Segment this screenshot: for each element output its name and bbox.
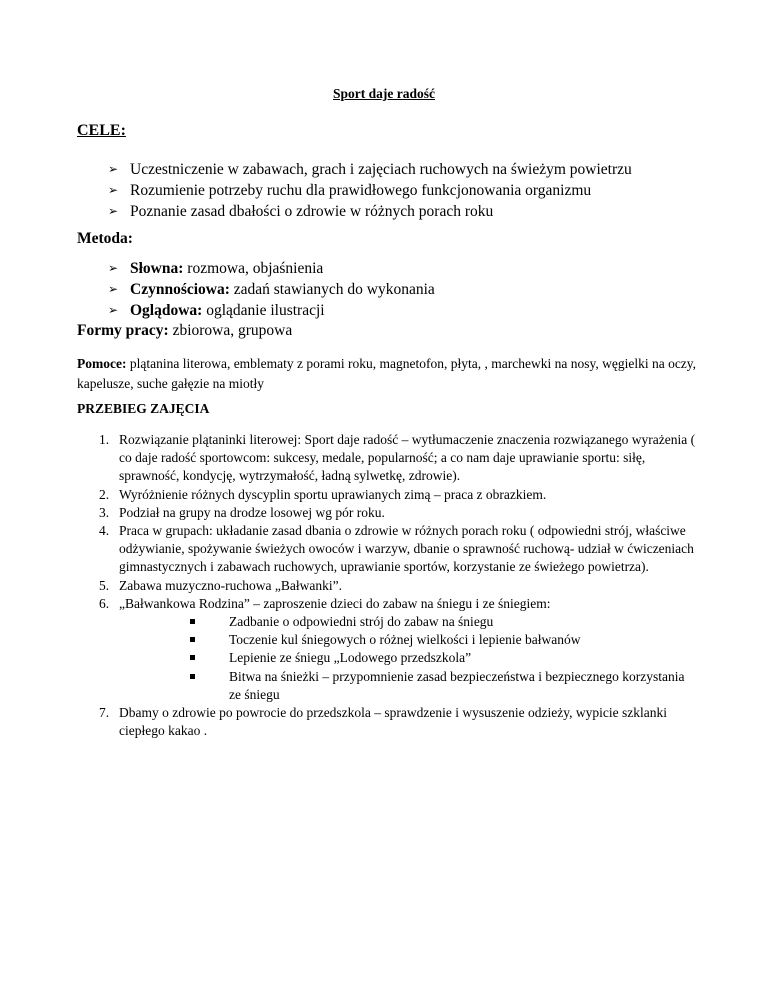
arrow-bullet-icon: ➢ — [108, 183, 119, 197]
list-item: ➢ Uczestniczenie w zabawach, grach i zajęciach ruchowych na świeżym powietrzu — [108, 161, 632, 178]
step-item: 6. „Bałwankowa Rodzina” – zaproszenie dzieci do zabaw na śniegu i ze śniegiem: Zadbanie o odpowiedni strój do zabaw na śniegu Toczenie kul śniegowych o różnej wielkości i lepienie bałwanów Lepienie ze śniegu „Lodowego przedszkola” Bitwa na śnieżki – przypomnienie zasad bezpieczeństwa i bezpiecznego korzystania ze śniegu — [77, 595, 697, 704]
sub-list-item: Lepienie ze śniegu „Lodowego przedszkola” — [77, 649, 697, 667]
arrow-bullet-icon: ➢ — [108, 162, 119, 176]
step-item: 2. Wyróżnienie różnych dyscyplin sportu uprawianych zimą – praca z obrazkiem. — [99, 486, 547, 502]
arrow-bullet-icon: ➢ — [108, 282, 119, 296]
sub-list-item: Toczenie kul śniegowych o różnej wielkości i lepienie bałwanów — [77, 631, 697, 649]
step-item: 3. Podział na grupy na drodze losowej wg pór roku. — [99, 504, 385, 520]
formy-pracy: Formy pracy: zbiorowa, grupowa — [77, 322, 293, 339]
document-title: Sport daje radość — [333, 86, 435, 101]
pomoce-paragraph: Pomoce: plątanina literowa, emblematy z porami roku, magnetofon, płyta, , marchewki na nosy, węgielki na oczy, kapelusze, suche gałęzie na miotły — [77, 356, 697, 391]
list-item: ➢ Rozumienie potrzeby ruchu dla prawidłowego funkcjonowania organizmu — [108, 182, 592, 199]
square-bullet-icon — [190, 619, 195, 624]
list-item: ➢ Oglądowa: oglądanie ilustracji — [108, 302, 325, 319]
sub-list — [77, 613, 697, 704]
step-item: 1. Rozwiązanie plątaninki literowej: Sport daje radość – wytłumaczenie znaczenia rozwiązanego wyrażenia ( co daje radość sportowcom: sukcesy, medale, popularność; a co nam daje uprawianie sportu: siłę, sprawność, kondycję, wytrzymałość, ładną sylwetkę, zdrowie). — [99, 432, 696, 484]
cele-list — [108, 159, 632, 222]
przebieg-steps — [77, 431, 697, 740]
step-item: 4. Praca w grupach: układanie zasad dbania o zdrowie w różnych porach roku ( odpowiedni strój, właściwe odżywianie, spożywanie świeżych owoców i warzyw, dbanie o sprawność ruchową- udział w ćwiczeniach gimnastycznych i zabawach ruchowych, uprawianie sportów, korzystanie ze świeżego powietrza). — [99, 523, 694, 575]
sub-list-item: Bitwa na śnieżki – przypomnienie zasad bezpieczeństwa i bezpiecznego korzystania ze śniegu — [77, 668, 697, 704]
list-item: ➢ Czynnościowa: zadań stawianych do wykonania — [108, 281, 435, 298]
arrow-bullet-icon: ➢ — [108, 204, 119, 218]
square-bullet-icon — [190, 637, 195, 642]
square-bullet-icon — [190, 655, 195, 660]
arrow-bullet-icon: ➢ — [108, 261, 119, 275]
step-item: 7. Dbamy o zdrowie po powrocie do przedszkola – sprawdzenie i wysuszenie odzieży, wypicie szklanki ciepłego kakao . — [99, 705, 667, 739]
metoda-heading: Metoda: — [77, 230, 133, 247]
arrow-bullet-icon: ➢ — [108, 303, 119, 317]
cele-heading: CELE: — [77, 122, 126, 139]
przebieg-heading: PRZEBIEG ZAJĘCIA — [77, 401, 210, 416]
metoda-list — [108, 258, 435, 321]
square-bullet-icon — [190, 674, 195, 679]
sub-list-item: Zadbanie o odpowiedni strój do zabaw na śniegu — [77, 613, 697, 631]
list-item: ➢ Poznanie zasad dbałości o zdrowie w różnych porach roku — [108, 203, 494, 220]
step-item: 5. Zabawa muzyczno-ruchowa „Bałwanki”. — [99, 577, 343, 593]
list-item: ➢ Słowna: rozmowa, objaśnienia — [108, 260, 324, 277]
